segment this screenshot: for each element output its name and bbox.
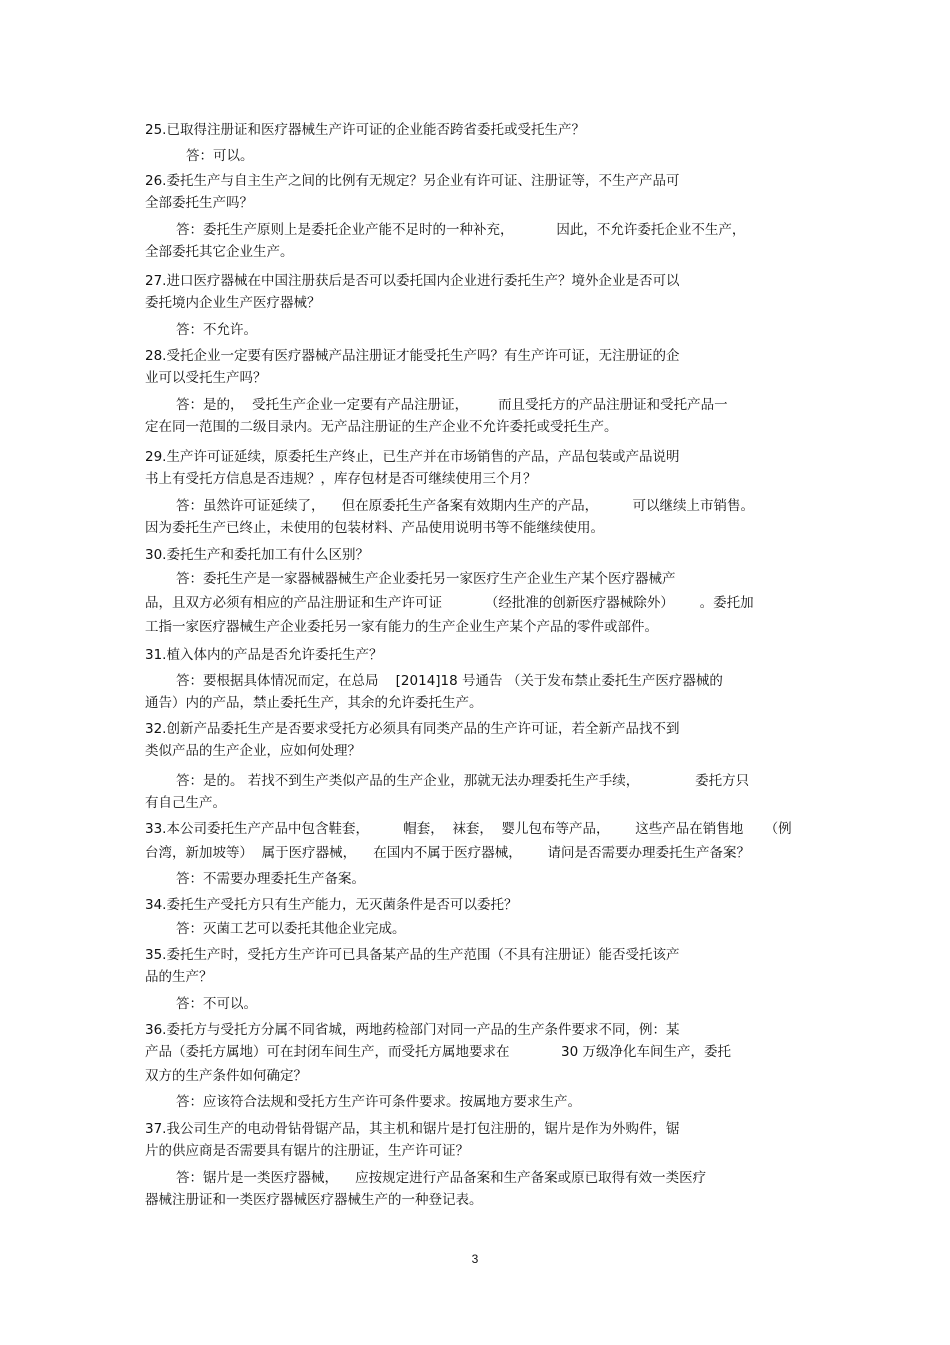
text-line: 类似产品的生产企业，应如何处理？: [145, 743, 361, 759]
text-line: 答：是的， 受托生产企业一定要有产品注册证， 而且受托方的产品注册证和受托产品一: [176, 397, 728, 413]
text-line: 工指一家医疗器械生产企业委托另一家有能力的生产企业生产某个产品的零件或部件。: [145, 619, 658, 635]
text-line: 委托境内企业生产医疗器械？: [145, 295, 321, 311]
question-text: 31.植入体内的产品是否允许委托生产？: [145, 647, 383, 663]
text-line: 品的生产？: [145, 969, 213, 985]
question-text: 35.委托生产时，受托方生产许可已具备某产品的生产范围（不具有注册证）能否受托该产: [145, 947, 680, 963]
text-line: 答：虽然许可证延续了， 但在原委托生产备案有效期内生产的产品， 可以继续上市销售。: [176, 498, 754, 514]
text-line: 品，且双方必须有相应的产品注册证和生产许可证 （经批准的创新医疗器械除外） 。委托加: [145, 595, 754, 611]
text-line: 器械注册证和一类医疗器械医疗器械生产的一种登记表。: [145, 1192, 483, 1208]
text-line: 双方的生产条件如何确定？: [145, 1068, 307, 1084]
text-line: 答：锯片是一类医疗器械， 应按规定进行产品备案和生产备案或原已取得有效一类医疗: [176, 1170, 707, 1186]
text-line: 答：委托生产原则上是委托企业产能不足时的一种补充， 因此，不允许委托企业不生产，: [176, 222, 746, 238]
question-text: 36.委托方与受托方分属不同省城，两地药检部门对同一产品的生产条件要求不同，例：某: [145, 1022, 680, 1038]
text-line: 答：灭菌工艺可以委托其他企业完成。: [176, 921, 406, 937]
question-text: 30.委托生产和委托加工有什么区别？: [145, 547, 369, 563]
text-line: 答：应该符合法规和受托方生产许可条件要求。按属地方要求生产。: [176, 1094, 581, 1110]
text-line: 片的供应商是否需要具有锯片的注册证，生产许可证？: [145, 1143, 469, 1159]
text-line: 书上有受托方信息是否违规？，库存包材是否可继续使用三个月？: [145, 471, 537, 487]
question-text: 26.委托生产与自主生产之间的比例有无规定？另企业有许可证、注册证等，不生产产品可: [145, 173, 680, 189]
text-line: 答：要根据具体情况而定，在总局 [2014]18 号通告 （关于发布禁止委托生产医疗器械的: [176, 673, 723, 689]
text-line: 业可以受托生产吗？: [145, 370, 267, 386]
text-line: 答：不需要办理委托生产备案。: [176, 871, 365, 887]
text-line: 产品（委托方属地）可在封闭车间生产，而受托方属地要求在 30 万级净化车间生产，委托: [145, 1044, 731, 1060]
text-line: 因为委托生产已终止，未使用的包装材料、产品使用说明书等不能继续使用。: [145, 520, 604, 536]
question-text: 25.已取得注册证和医疗器械生产许可证的企业能否跨省委托或受托生产？: [145, 122, 585, 138]
text-line: 答：是的。 若找不到生产类似产品的生产企业，那就无法办理委托生产手续， 委托方只: [176, 773, 750, 789]
text-line: 答：不可以。: [176, 996, 257, 1012]
text-line: 答：不允许。: [176, 322, 257, 338]
page-number: 3: [471, 1252, 479, 1266]
text-line: 答：可以。: [186, 148, 254, 164]
text-line: 台湾，新加坡等） 属于医疗器械， 在国内不属于医疗器械， 请问是否需要办理委托生产备案？: [145, 845, 750, 861]
text-line: 答：委托生产是一家器械器械生产企业委托另一家医疗生产企业生产某个医疗器械产: [176, 571, 676, 587]
question-text: 37.我公司生产的电动骨钻骨锯产品，其主机和锯片是打包注册的，锯片是作为外购件，锯: [145, 1121, 680, 1137]
question-text: 27.进口医疗器械在中国注册获后是否可以委托国内企业进行委托生产？境外企业是否可以: [145, 273, 680, 289]
text-line: 有自己生产。: [145, 795, 226, 811]
text-line: 通告）内的产品，禁止委托生产，其余的允许委托生产。: [145, 695, 483, 711]
text-line: 全部委托生产吗？: [145, 195, 253, 211]
question-text: 32.创新产品委托生产是否要求受托方必须具有同类产品的生产许可证，若全新产品找不到: [145, 721, 680, 737]
question-text: 29.生产许可证延续，原委托生产终止，已生产并在市场销售的产品，产品包装或产品说明: [145, 449, 680, 465]
text-line: 全部委托其它企业生产。: [145, 244, 294, 260]
question-text: 34.委托生产受托方只有生产能力，无灭菌条件是否可以委托？: [145, 897, 518, 913]
question-text: 28.受托企业一定要有医疗器械产品注册证才能受托生产吗？有生产许可证，无注册证的企: [145, 348, 680, 364]
text-line: 定在同一范围的二级目录内。无产品注册证的生产企业不允许委托或受托生产。: [145, 419, 618, 435]
question-text: 33.本公司委托生产产品中包含鞋套， 帽套， 袜套， 婴儿包布等产品， 这些产品在销售地 （例: [145, 821, 792, 837]
